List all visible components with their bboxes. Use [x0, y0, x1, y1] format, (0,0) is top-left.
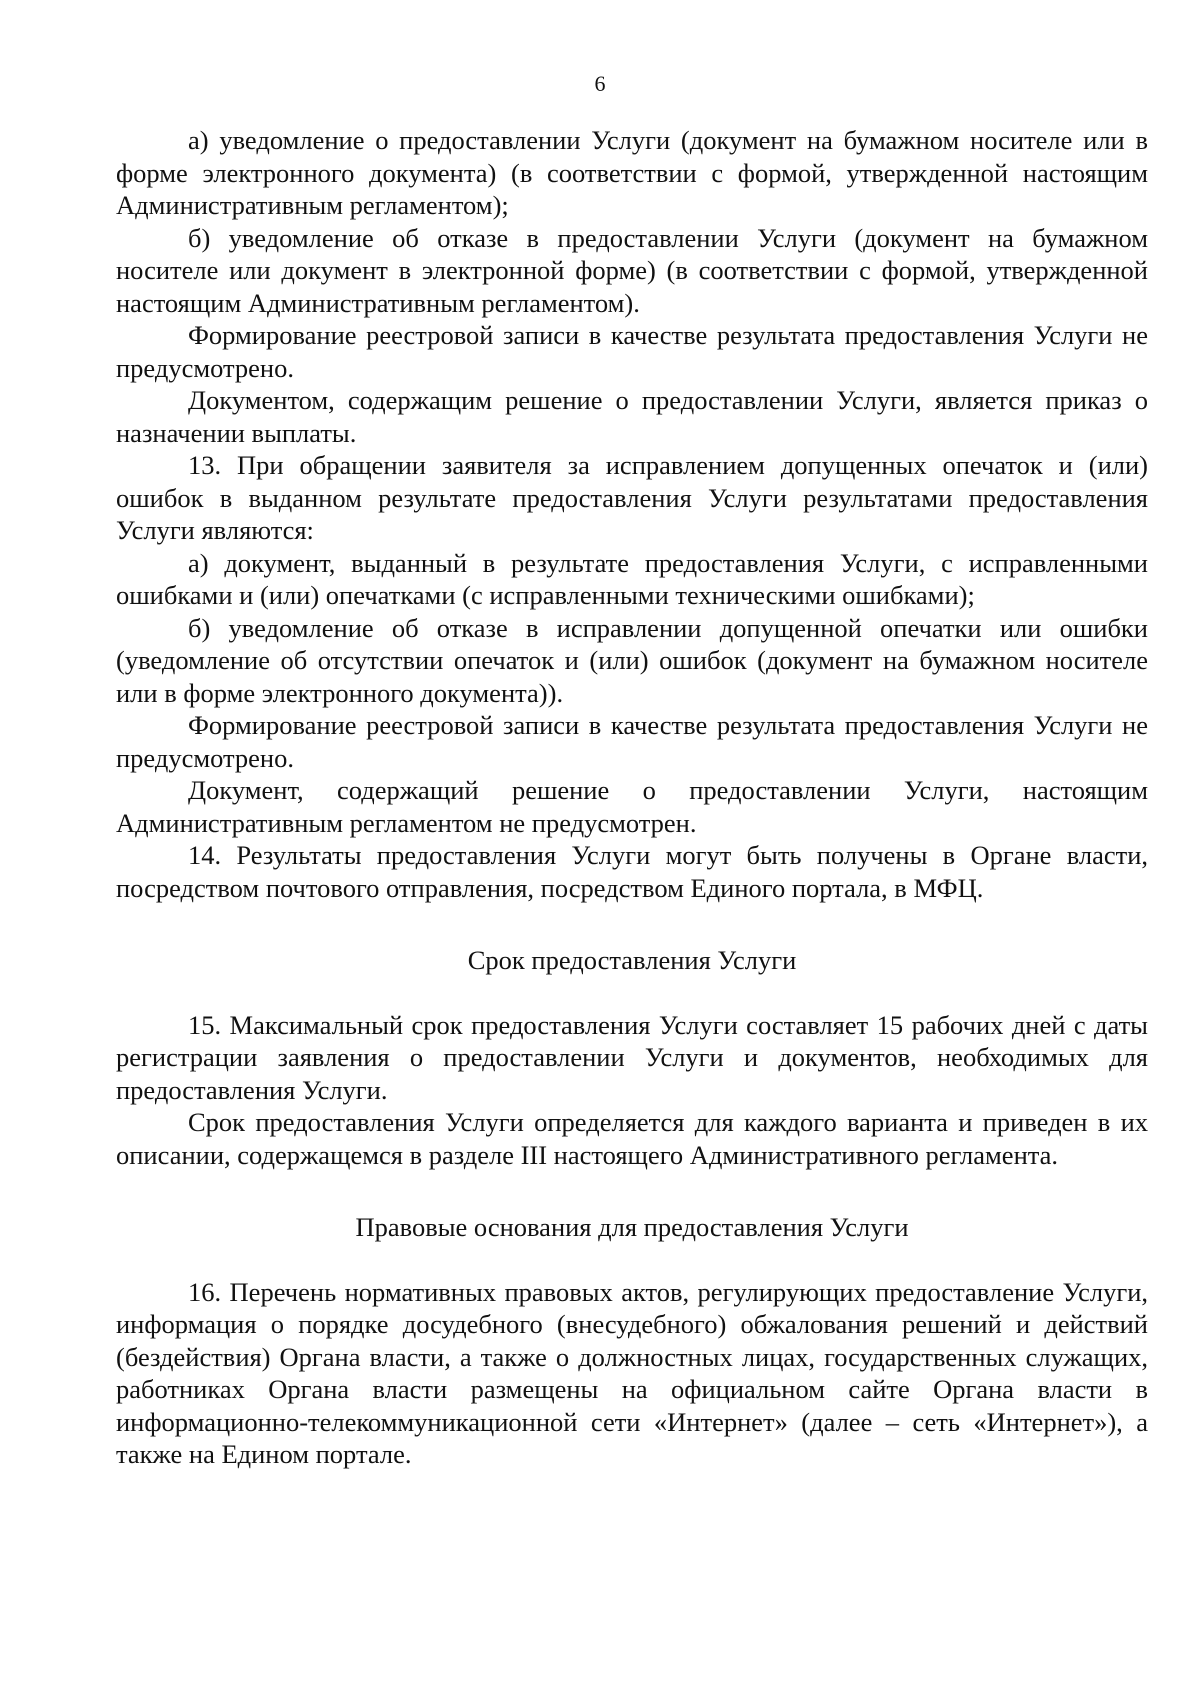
page-number: 6	[594, 71, 606, 96]
paragraph-decision-document: Документом, содержащим решение о предоставлении Услуги, является приказ о назначении выплаты.	[116, 385, 1148, 448]
document-body	[116, 124, 1148, 1471]
paragraph-term-per-variant: Срок предоставления Услуги определяется для каждого варианта и приведен в их описании, содержащемся в разделе III настоящего Административного регламента.	[116, 1107, 1148, 1170]
paragraph-registry-not-provided: Формирование реестровой записи в качестве результата предоставления Услуги не предусмотрено.	[116, 320, 1148, 383]
section-heading-legal-basis: Правовые основания для предоставления Услуги	[355, 1212, 909, 1242]
paragraph-15-max-term: 15. Максимальный срок предоставления Услуги составляет 15 рабочих дней с даты регистрации заявления о предоставлении Услуги и документов, необходимых для предоставления Услуги.	[116, 1009, 1148, 1105]
paragraph-result-refusal-b: б) уведомление об отказе в предоставлении Услуги (документ на бумажном носителе или документ в электронной форме) (в соответствии с формой, утвержденной настоящим Административным регламентом).	[116, 222, 1148, 318]
paragraph-16-legal-acts: 16. Перечень нормативных правовых актов, регулирующих предоставление Услуги, информация о порядке досудебного (внесудебного) обжалования решений и действий (бездействия) Органа власти, а также о должностных лицах, государственных служащих, работниках Органа власти размещены на официальном сайте Органа власти в информационно-телекоммуникационной сети «Интернет» (далее – сеть «Интернет»), а также на Едином портале.	[116, 1276, 1148, 1469]
paragraph-result-notice-a: а) уведомление о предоставлении Услуги (документ на бумажном носителе или в форме электронного документа) (в соответствии с формой, утвержденной настоящим Административным регламентом);	[116, 125, 1148, 220]
section-heading-term: Срок предоставления Услуги	[467, 945, 797, 975]
paragraph-13-corrections: 13. При обращении заявителя за исправлением допущенных опечаток и (или) ошибок в выданном результате предоставления Услуги результатами предоставления Услуги являются:	[116, 450, 1148, 545]
paragraph-13-b-refusal-correction: б) уведомление об отказе в исправлении допущенной опечатки или ошибки (уведомление об отсутствии опечаток и (или) ошибок (документ на бумажном носителе или в форме электронного документа)).	[116, 612, 1148, 708]
paragraph-decision-not-provided: Документ, содержащий решение о предоставлении Услуги, настоящим Административным регламентом не предусмотрен.	[116, 775, 1148, 838]
paragraph-13-a-corrected-document: а) документ, выданный в результате предоставления Услуги, с исправленными ошибками и (или) опечатками (с исправленными техническими ошибками);	[116, 547, 1148, 610]
paragraph-registry-not-provided-2: Формирование реестровой записи в качестве результата предоставления Услуги не предусмотрено.	[116, 710, 1148, 773]
paragraph-14-results-obtained: 14. Результаты предоставления Услуги могут быть получены в Органе власти, посредством почтового отправления, посредством Единого портала, в МФЦ.	[116, 840, 1148, 903]
